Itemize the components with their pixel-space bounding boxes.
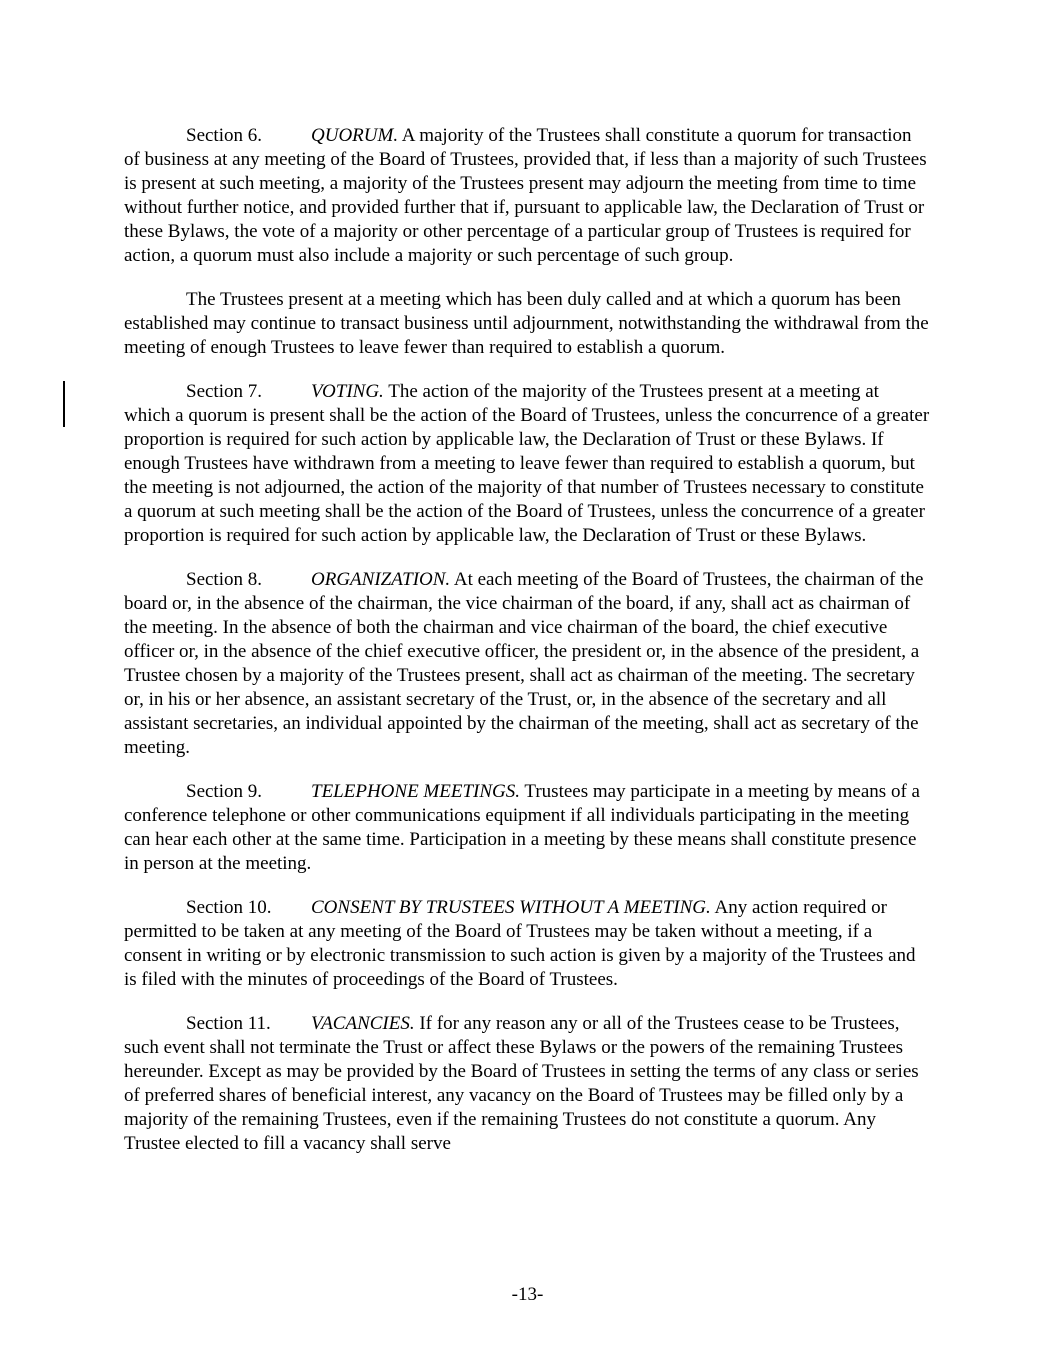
section-7-paragraph	[124, 380, 930, 548]
document-body	[124, 124, 930, 1176]
section-text: Trustees may participate in a meeting by means of a conference telephone or other communications equipment if all individuals participating in the meeting can hear each other at the same time. Participation in a meeting by these means shall constitute presence in person at the meeting.	[124, 781, 920, 874]
section-9-paragraph	[124, 780, 930, 876]
section-10-paragraph	[124, 896, 930, 992]
paragraph-text: The Trustees present at a meeting which has been duly called and at which a quorum has been established may continue to transact business until adjournment, notwithstanding the withdrawal from the meeting of enough Trustees to leave fewer than required to establish a quorum.	[124, 289, 929, 358]
section-number: Section 9.	[186, 781, 262, 802]
section-number: Section 7.	[186, 381, 262, 402]
section-11-paragraph	[124, 1012, 930, 1156]
quorum-continuation-paragraph	[124, 288, 930, 360]
section-text: Any action required or permitted to be taken at any meeting of the Board of Trustees may be taken without a meeting, if a consent in writing or by electronic transmission to such action is given by a majority of the Trustees and is filed with the minutes of proceedings of the Board of Trustees.	[124, 897, 916, 990]
section-heading: VACANCIES.	[311, 1013, 415, 1034]
section-heading: ORGANIZATION.	[311, 569, 451, 590]
section-text: At each meeting of the Board of Trustees, the chairman of the board or, in the absence of the chairman, the vice chairman of the board, if any, shall act as chairman of the meeting. In the absence of both the chairman and vice chairman of the board, the chief executive officer or, in the absence of the chief executive officer, the president or, in the absence of the president, a Trustee chosen by a majority of the Trustees present, shall act as chairman of the meeting. The secretary or, in his or her absence, an assistant secretary of the Trust, or, in the absence of the secretary and all assistant secretaries, an individual appointed by the chairman of the meeting, shall act as secretary of the meeting.	[124, 569, 924, 758]
section-8-paragraph	[124, 568, 930, 760]
section-text: The action of the majority of the Trustees present at a meeting at which a quorum is present shall be the action of the Board of Trustees, unless the concurrence of a greater proportion is required for such action by applicable law, the Declaration of Trust or these Bylaws. If enough Trustees have withdrawn from a meeting to leave fewer than required to establish a quorum, but the meeting is not adjourned, the action of the majority of that number of Trustees necessary to constitute a quorum at such meeting shall be the action of the Board of Trustees, unless the concurrence of a greater proportion is required for such action by applicable law, the Declaration of Trust or these Bylaws.	[124, 381, 930, 546]
section-heading: TELEPHONE MEETINGS.	[311, 781, 520, 802]
section-number: Section 10.	[186, 897, 272, 918]
section-text: A majority of the Trustees shall constitute a quorum for transaction of business at any meeting of the Board of Trustees, provided that, if less than a majority of such Trustees is present at such meeting, a majority of the Trustees present may adjourn the meeting from time to time without further notice, and provided further that if, pursuant to applicable law, the Declaration of Trust or these Bylaws, the vote of a majority or other percentage of a particular group of Trustees is required for action, a quorum must also include a majority or such percentage of such group.	[124, 125, 927, 266]
section-number: Section 8.	[186, 569, 262, 590]
section-number: Section 6.	[186, 125, 262, 146]
page-number: -13-	[511, 1284, 544, 1305]
section-text: If for any reason any or all of the Trustees cease to be Trustees, such event shall not terminate the Trust or affect these Bylaws or the powers of the remaining Trustees hereunder. Except as may be provided by the Board of Trustees in setting the terms of any class or series of preferred shares of beneficial interest, any vacancy on the Board of Trustees may be filled only by a majority of the remaining Trustees, even if the remaining Trustees do not constitute a quorum. Any Trustee elected to fill a vacancy shall serve	[124, 1013, 919, 1154]
revision-bar	[63, 381, 65, 427]
section-heading: CONSENT BY TRUSTEES WITHOUT A MEETING.	[311, 897, 711, 918]
section-number: Section 11.	[186, 1013, 271, 1034]
section-heading: VOTING.	[311, 381, 384, 402]
section-heading: QUORUM.	[311, 125, 399, 146]
section-6-paragraph	[124, 124, 930, 268]
